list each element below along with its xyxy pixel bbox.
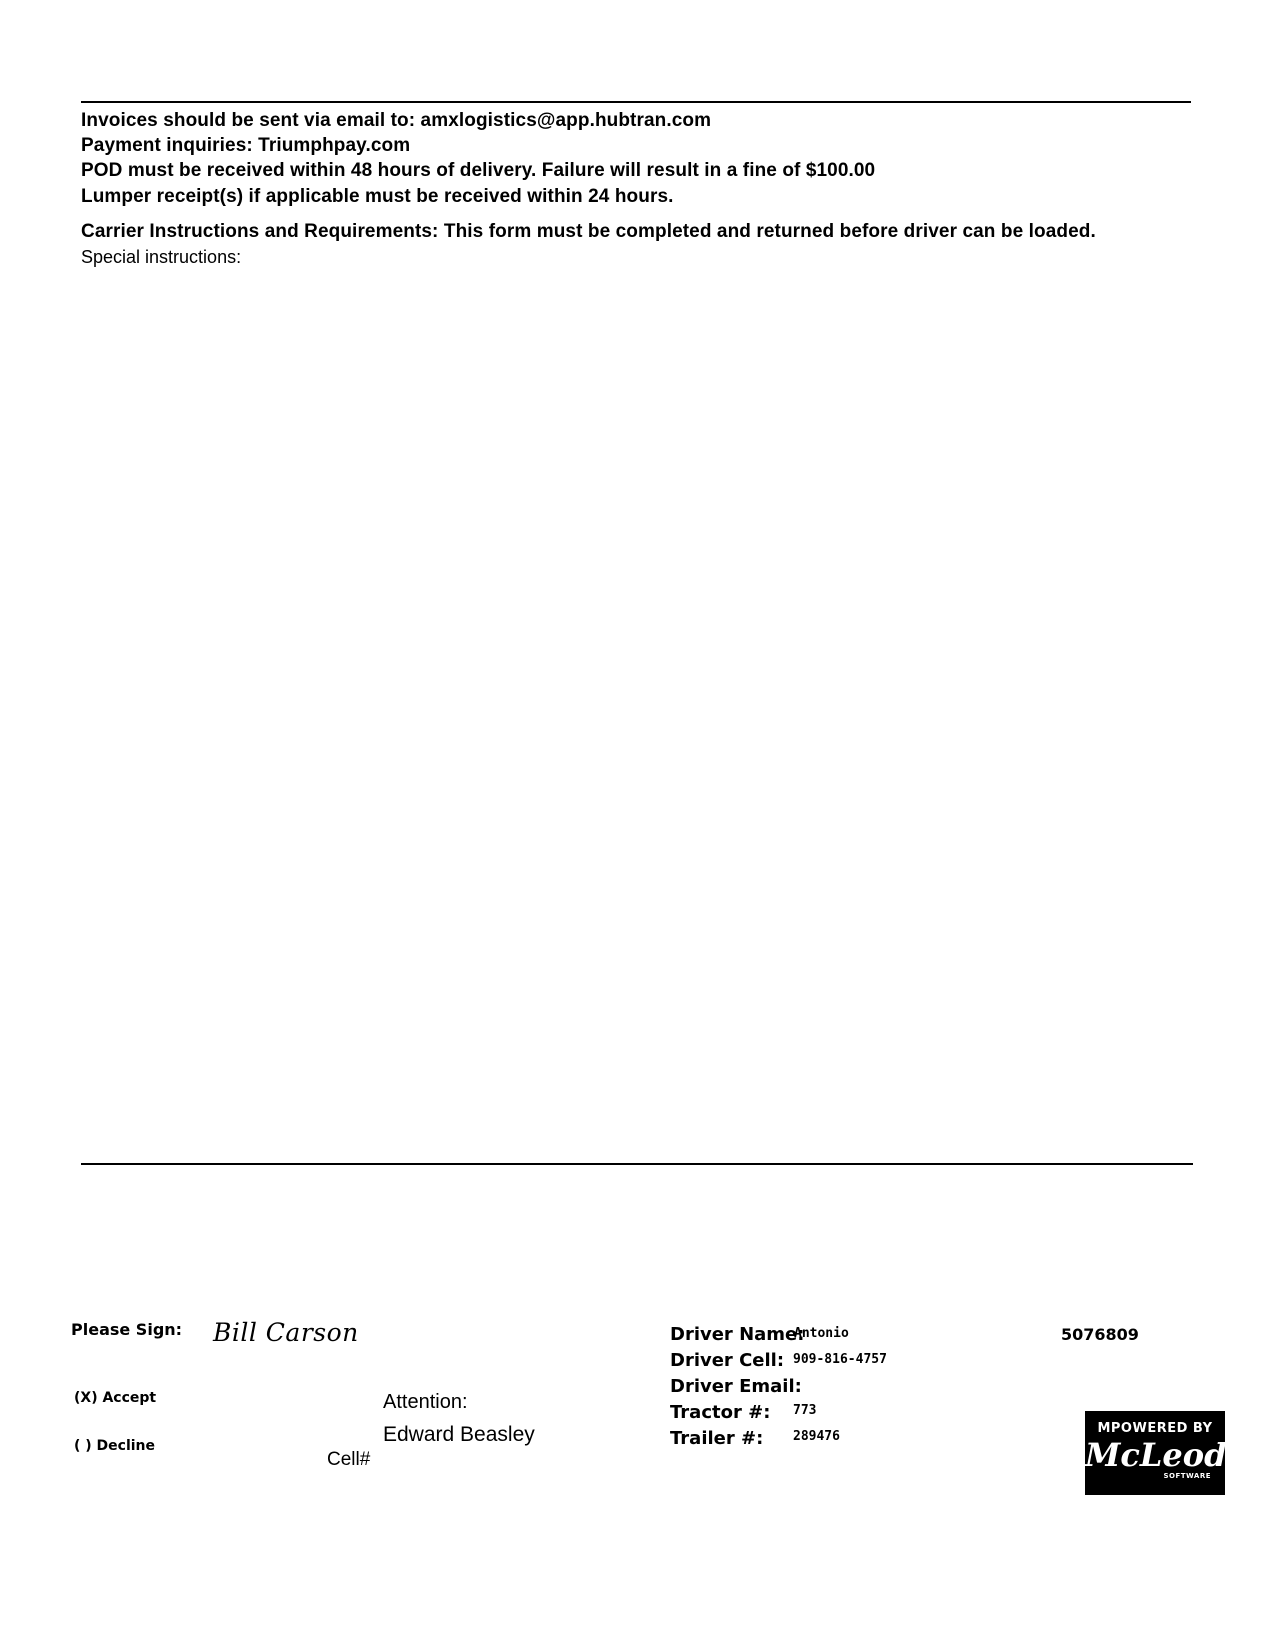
tractor-value: 773: [793, 1403, 817, 1418]
trailer-label: Trailer #:: [670, 1428, 764, 1449]
decline-option[interactable]: ( ) Decline: [74, 1438, 156, 1454]
carrier-instructions: Carrier Instructions and Requirements: This form must be completed and returned before driver can be loaded.: [81, 221, 1096, 242]
top-divider: [81, 101, 1191, 103]
special-instructions-label: Special instructions:: [81, 247, 242, 267]
tractor-label: Tractor #:: [670, 1402, 771, 1423]
lumper-notice: Lumper receipt(s) if applicable must be received within 24 hours.: [81, 186, 674, 207]
driver-email-label: Driver Email:: [670, 1376, 802, 1397]
driver-name-value: Antonio: [794, 1326, 849, 1341]
logo-top-text: MPOWERED BY: [1097, 1421, 1213, 1436]
driver-name-label: Driver Name:: [670, 1324, 805, 1345]
please-sign-label: Please Sign:: [71, 1320, 183, 1339]
attention-name: Edward Beasley: [383, 1423, 535, 1446]
driver-cell-value: 909-816-4757: [793, 1352, 887, 1367]
logo-sub-text: SOFTWARE: [1163, 1472, 1211, 1480]
bottom-divider: [81, 1163, 1193, 1165]
pod-notice: POD must be received within 48 hours of delivery. Failure will result in a fine of $100.00: [81, 160, 876, 181]
trailer-value: 289476: [793, 1429, 840, 1444]
signature: Bill Carson: [213, 1318, 359, 1347]
payment-notice: Payment inquiries: Triumphpay.com: [81, 135, 411, 156]
attention-label: Attention:: [383, 1391, 468, 1413]
accept-option[interactable]: (X) Accept: [74, 1390, 157, 1406]
reference-number: 5076809: [1061, 1325, 1139, 1344]
mcleod-logo: [1085, 1411, 1225, 1495]
invoice-notice: Invoices should be sent via email to: amxlogistics@app.hubtran.com: [81, 110, 712, 131]
cell-label: Cell#: [327, 1449, 371, 1470]
driver-cell-label: Driver Cell:: [670, 1350, 785, 1371]
logo-brand-text: McLeod: [1085, 1436, 1227, 1474]
